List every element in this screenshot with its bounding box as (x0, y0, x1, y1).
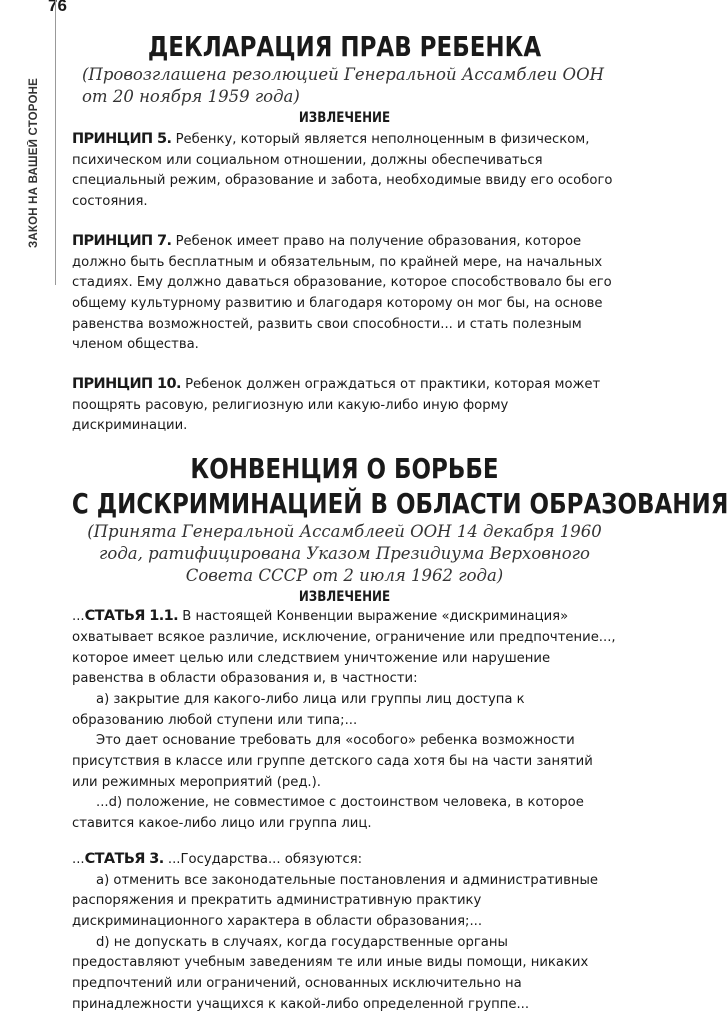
article-1-item-d: ...d) положение, не совместимое с достоинством человека, в которое ставится какое-либо лицо или группа лиц. (72, 795, 584, 832)
article-3-item-a: а) отменить все законодательные постановления и административные распоряжения и прекратить административную практику дискриминационного характера в области образования;... (72, 872, 599, 929)
principle-5 (72, 129, 617, 213)
principle-7 (72, 231, 617, 356)
declaration-title: ДЕКЛАРАЦИЯ ПРАВ РЕБЕНКА (147, 30, 542, 63)
article-3 (72, 849, 617, 871)
running-header: ЗАКОН НА ВАШЕЙ СТОРОНЕ (28, 77, 40, 249)
article-prefix: ... (72, 851, 85, 867)
convention-title-line2: С ДИСКРИМИНАЦИЕЙ В ОБЛАСТИ ОБРАЗОВАНИЯ (71, 487, 728, 521)
article-3-item-d: d) не допускать в случаях, когда государственные органы предоставляют учебным заведениям те или иные виды помощи, никаких предпочтений или ограничений, основанных исключительно на принадлежности учащихся к какой-либо определенной группе... (72, 934, 589, 1012)
article-prefix: ... (72, 609, 85, 625)
convention-subtitle: ИЗВЛЕЧЕНИЕ (298, 589, 391, 606)
article-text: В настоящей Конвенции выражение «дискриминация» охватывает всякое различие, исключение, ограничение или предпочтение..., которое имеет целью или следствием уничтожение или нарушение равенства в области образования и, в частности: (72, 609, 616, 687)
principle-label: ПРИНЦИП 10. (72, 376, 181, 393)
principle-label: ПРИНЦИП 5. (72, 131, 172, 147)
declaration-note: (Провозглашена резолюцией Генеральной Ассамблеи ООН от 20 ноября 1959 года) (82, 65, 604, 106)
article-label: СТАТЬЯ 1.1. (84, 608, 179, 625)
principle-label: ПРИНЦИП 7. (72, 232, 172, 249)
principle-text: Ребенку, который является неполноценным в физическом, психическом или социальном отношении, должны обеспечиваться специальный режим, образование и забота, необходимые ввиду его особого состояния. (72, 132, 613, 210)
side-divider (55, 0, 56, 285)
page-content (71, 30, 728, 1016)
editor-comment: Это дает основание требовать для «особого» ребенка возможности присутствия в классе или группе детского сада хотя бы на части занятий или режимных мероприятий (ред.). (72, 733, 593, 790)
article-text: ...Государства... обязуются: (163, 851, 363, 867)
principle-10 (72, 374, 617, 437)
declaration-subtitle: ИЗВЛЕЧЕНИЕ (298, 110, 391, 126)
article-1-item-a: а) закрытие для какого-либо лица или группы лиц доступа к образованию любой ступени или типа;... (72, 691, 525, 728)
principle-text: Ребенок имеет право на получение образования, которое должно быть бесплатным и обязательным, по крайней мере, на начальных стадиях. Ему должно даваться образование, которое способствовало бы его общему культурному развитию и благодаря которому он мог бы, на основе равенства возможностей, развить свои способности... и стать полезным членом общества. (72, 233, 612, 353)
convention-title-line1: КОНВЕНЦИЯ О БОРЬБЕ (190, 452, 499, 486)
convention-note: (Принята Генеральной Ассамблеей ООН 14 декабря 1960 года, ратифицирована Указом Президиума Верховного Совета СССР от 2 июля 1962 года) (87, 522, 602, 586)
article-1-1 (72, 606, 617, 690)
principle-text: Ребенок должен ограждаться от практики, которая может поощрять расовую, религиозную или какую-либо иную форму дискриминации. (72, 377, 601, 434)
article-label: СТАТЬЯ 3. (84, 850, 164, 867)
page-number: 76 (48, 0, 67, 15)
